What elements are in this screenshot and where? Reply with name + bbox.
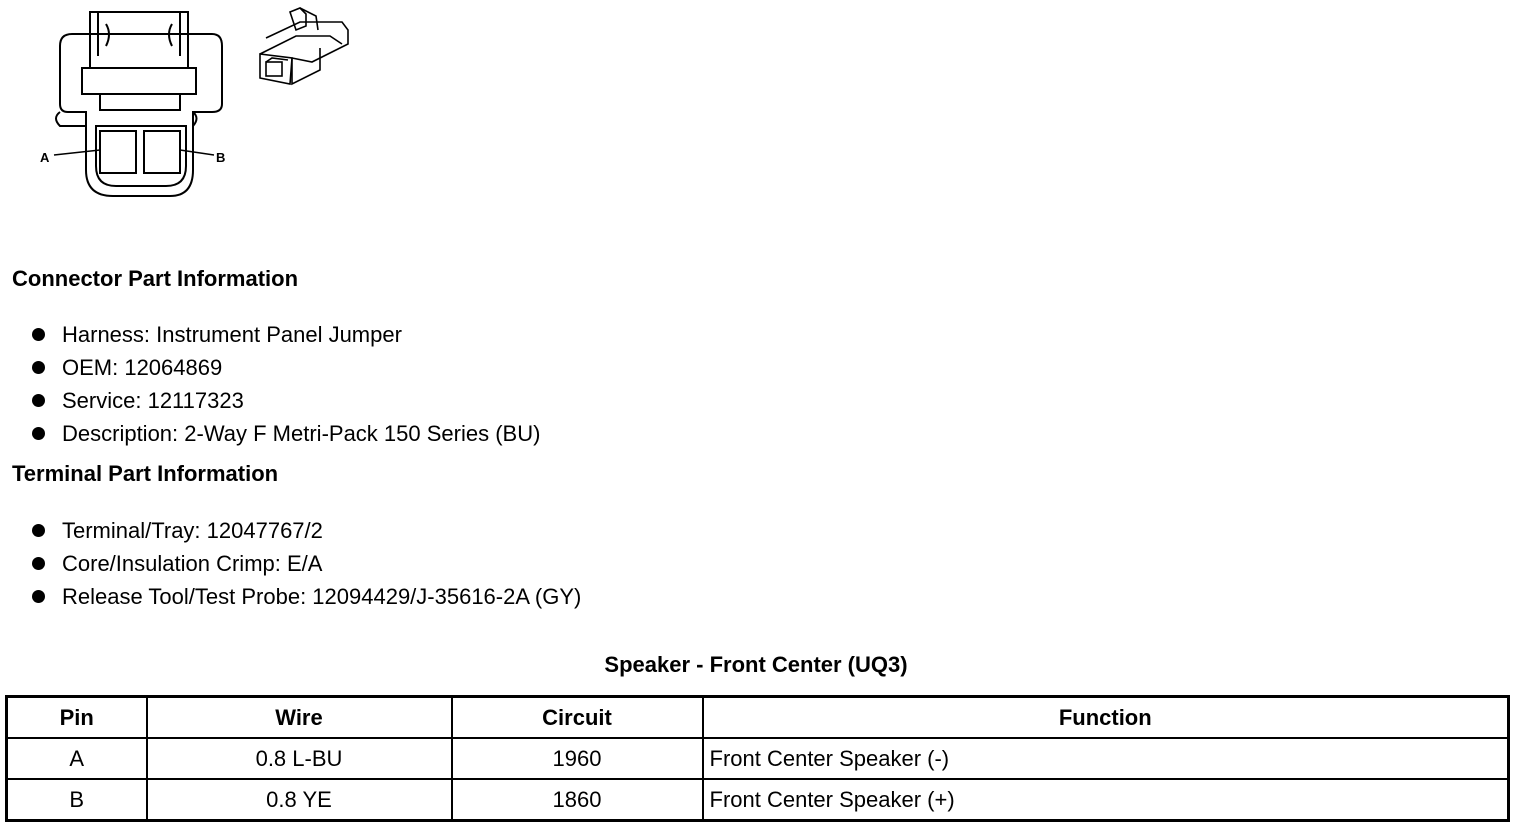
terminal-info-heading: Terminal Part Information <box>12 461 279 486</box>
bullet-icon <box>32 394 45 407</box>
pin-table <box>5 695 1510 822</box>
connector-diagram <box>0 0 380 230</box>
bullet-icon <box>32 590 45 603</box>
list-item-text: Description: 2-Way F Metri-Pack 150 Series (BU) <box>62 421 541 446</box>
table-header-row <box>7 697 1509 739</box>
list-item <box>30 417 540 450</box>
table-row <box>7 738 1509 779</box>
list-item <box>30 384 540 417</box>
cell-wire: 0.8 YE <box>147 779 452 821</box>
connector-iso-view <box>260 8 348 84</box>
pin-label-b: B <box>216 150 226 165</box>
cell-pin: A <box>7 738 147 779</box>
list-item <box>30 547 581 580</box>
list-item-text: Release Tool/Test Probe: 12094429/J-35616-2A (GY) <box>62 584 582 609</box>
cell-circuit: 1960 <box>452 738 703 779</box>
cavity-b <box>144 131 180 173</box>
cell-pin: B <box>7 779 147 821</box>
list-item-text: Service: 12117323 <box>62 388 244 413</box>
terminal-info-list <box>30 514 581 613</box>
list-item-text: Terminal/Tray: 12047767/2 <box>62 518 323 543</box>
list-item-text: Core/Insulation Crimp: E/A <box>62 551 323 576</box>
column-header-pin: Pin <box>7 697 147 739</box>
list-item-text: OEM: 12064869 <box>62 355 223 380</box>
table-row <box>7 779 1509 821</box>
list-item <box>30 351 540 384</box>
list-item <box>30 318 540 351</box>
column-header-function: Function <box>703 697 1509 739</box>
cell-function: Front Center Speaker (-) <box>703 738 1509 779</box>
pin-table-title: Speaker - Front Center (UQ3) <box>604 652 908 677</box>
cell-circuit: 1860 <box>452 779 703 821</box>
connector-face-drawing <box>0 0 380 230</box>
bullet-icon <box>32 557 45 570</box>
cell-wire: 0.8 L-BU <box>147 738 452 779</box>
list-item-text: Harness: Instrument Panel Jumper <box>62 322 402 347</box>
bullet-icon <box>32 328 45 341</box>
connector-info-list <box>30 318 540 450</box>
list-item <box>30 580 581 613</box>
bullet-icon <box>32 361 45 374</box>
column-header-wire: Wire <box>147 697 452 739</box>
bullet-icon <box>32 427 45 440</box>
cavity-a <box>100 131 136 173</box>
connector-info-heading: Connector Part Information <box>12 266 299 291</box>
column-header-circuit: Circuit <box>452 697 703 739</box>
list-item <box>30 514 581 547</box>
pin-label-a: A <box>40 150 50 165</box>
cell-function: Front Center Speaker (+) <box>703 779 1509 821</box>
bullet-icon <box>32 524 45 537</box>
